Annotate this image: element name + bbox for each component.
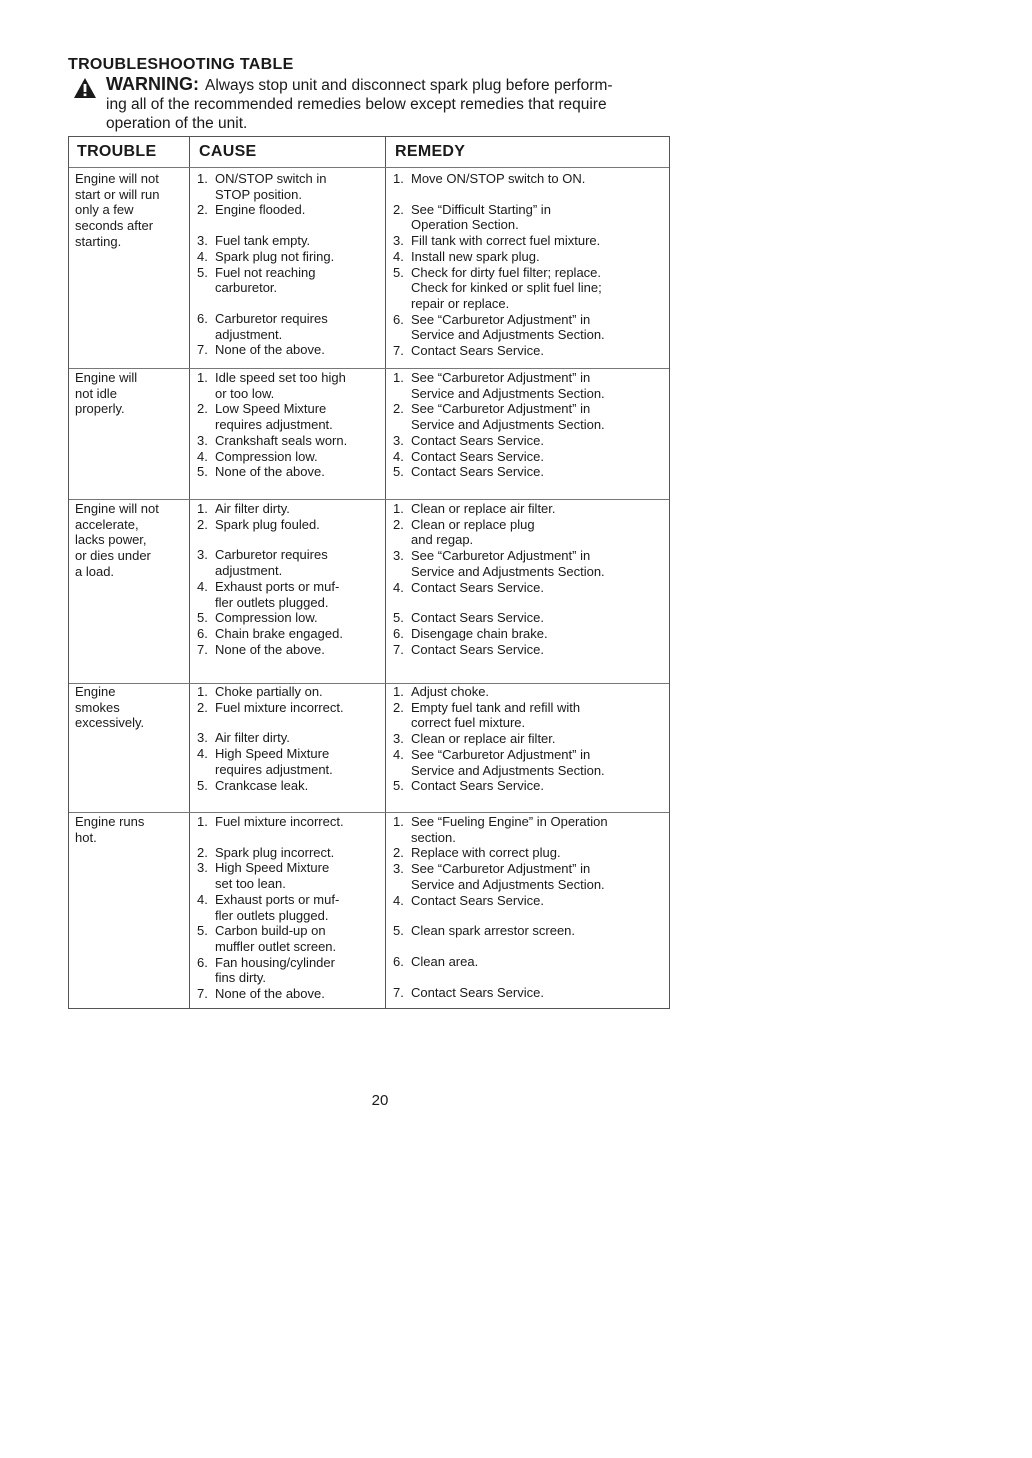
remedy-item-text: See “Carburetor Adjustment” in	[411, 861, 591, 877]
cause-item-text: fler outlets plugged.	[215, 594, 329, 610]
cause-item-number: 3.	[197, 730, 208, 746]
trouble-text-line: seconds after	[75, 218, 154, 234]
trouble-text-line: or dies under	[75, 548, 151, 564]
cause-item-number: 5.	[197, 923, 208, 939]
cause-item-number: 5.	[197, 777, 208, 793]
remedy-item-number: 2.	[393, 845, 404, 861]
cause-item-number: 1.	[197, 684, 208, 699]
remedy-item	[393, 343, 665, 359]
remedy-item	[393, 642, 665, 658]
cause-item-text: None of the above.	[215, 464, 325, 480]
cause-item	[197, 986, 381, 1002]
remedy-item	[393, 171, 665, 187]
remedy-list	[393, 171, 665, 359]
cause-item-text: carburetor.	[215, 280, 278, 296]
cause-item	[197, 814, 381, 830]
cause-item-text: Crankcase leak.	[215, 777, 309, 793]
column-divider	[385, 137, 386, 1008]
remedy-item	[393, 700, 665, 731]
remedy-item-text: See “Carburetor Adjustment” in	[411, 548, 591, 564]
remedy-item-text: Service and Adjustments Section.	[411, 563, 605, 579]
cause-item	[197, 610, 381, 626]
cause-item	[197, 249, 381, 265]
cause-item	[197, 642, 381, 658]
cause-item	[197, 923, 381, 954]
cause-item-text: Carburetor requires	[215, 310, 328, 326]
cause-item-number: 1.	[197, 370, 208, 385]
remedy-item-number: 1.	[393, 684, 404, 699]
cause-item-number: 2.	[197, 699, 208, 715]
cause-item-number: 4.	[197, 578, 208, 594]
cause-item-number: 2.	[197, 202, 208, 218]
remedy-item	[393, 954, 665, 970]
remedy-item-text: Contact Sears Service.	[411, 464, 544, 480]
cause-item-text: Exhaust ports or muf-	[215, 578, 340, 594]
remedy-item	[393, 265, 665, 312]
cause-item-text: adjustment.	[215, 563, 283, 579]
warning-text-line2: ing all of the recommended remedies below except remedies that require	[106, 96, 607, 113]
remedy-item-text: Contact Sears Service.	[411, 610, 544, 626]
troubleshooting-table	[68, 136, 670, 1009]
remedy-item	[393, 610, 665, 626]
remedy-item-text: Contact Sears Service.	[411, 892, 544, 908]
remedy-item-text: Check for dirty fuel filter; replace.	[411, 264, 602, 280]
remedy-item-text: See “Carburetor Adjustment” in	[411, 370, 591, 385]
remedy-item-number: 3.	[393, 548, 404, 564]
cause-item-number: 6.	[197, 310, 208, 326]
remedy-item	[393, 923, 665, 939]
cause-item-text: Spark plug incorrect.	[215, 844, 335, 860]
cause-item-text: None of the above.	[215, 641, 325, 657]
remedy-item-text: Adjust choke.	[411, 684, 490, 699]
remedy-item	[393, 501, 665, 517]
cause-item-number: 5.	[197, 464, 208, 480]
cause-item-text: High Speed Mixture	[215, 860, 330, 876]
cause-list	[197, 684, 381, 793]
remedy-item	[393, 778, 665, 794]
cause-item-text: Compression low.	[215, 448, 318, 464]
remedy-item-text: See “Carburetor Adjustment” in	[411, 311, 591, 327]
page-number: 20	[371, 1092, 389, 1109]
remedy-item	[393, 548, 665, 579]
cause-item-number: 2.	[197, 401, 208, 417]
remedy-item	[393, 580, 665, 596]
remedy-item-text: Clean spark arrestor screen.	[411, 923, 576, 939]
cause-item-text: Spark plug fouled.	[215, 516, 320, 532]
remedy-item-text: Clean or replace plug	[411, 516, 535, 532]
cause-item-number: 1.	[197, 814, 208, 829]
cause-item-text: Engine flooded.	[215, 202, 306, 218]
cause-item	[197, 860, 381, 891]
row-divider	[69, 812, 669, 813]
remedy-item-number: 7.	[393, 984, 404, 1000]
remedy-item	[393, 893, 665, 909]
remedy-item-text: Contact Sears Service.	[411, 579, 544, 595]
header-divider	[69, 167, 669, 168]
row-divider	[69, 368, 669, 369]
warning-label: WARNING:	[106, 74, 199, 94]
cause-item-text: Carbon build-up on	[215, 923, 326, 939]
trouble-text-line: Engine will not	[75, 501, 159, 516]
remedy-list	[393, 501, 665, 657]
cause-item-number: 5.	[197, 264, 208, 280]
cause-item-text: Air filter dirty.	[215, 501, 290, 516]
trouble-text-line: properly.	[75, 401, 125, 417]
remedy-item-text: Install new spark plug.	[411, 248, 540, 264]
cause-item-text: Fuel mixture incorrect.	[215, 699, 344, 715]
cause-item	[197, 311, 381, 342]
remedy-item-number: 3.	[393, 432, 404, 448]
remedy-item-number: 7.	[393, 343, 404, 359]
cause-item-text: None of the above.	[215, 342, 325, 358]
cause-item-text: fler outlets plugged.	[215, 907, 329, 923]
cause-item-number: 4.	[197, 448, 208, 464]
remedy-item-number: 5.	[393, 264, 404, 280]
cause-list	[197, 501, 381, 657]
remedy-item	[393, 731, 665, 747]
cause-item	[197, 845, 381, 861]
remedy-item-text: Disengage chain brake.	[411, 625, 548, 641]
row-divider	[69, 499, 669, 500]
trouble-text-line: smokes	[75, 699, 120, 715]
remedy-item	[393, 626, 665, 642]
remedy-item-text: Service and Adjustments Section.	[411, 385, 605, 401]
cause-item-text: adjustment.	[215, 326, 283, 342]
trouble-cell	[75, 171, 183, 250]
trouble-text-line: excessively.	[75, 715, 145, 731]
remedy-item	[393, 312, 665, 343]
remedy-item-number: 1.	[393, 370, 404, 385]
cause-item-text: STOP position.	[215, 186, 302, 202]
cause-item-text: requires adjustment.	[215, 417, 333, 433]
cause-list	[197, 370, 381, 480]
remedy-item-text: correct fuel mixture.	[411, 715, 526, 731]
remedy-item-text: and regap.	[411, 532, 474, 548]
remedy-item-text: Service and Adjustments Section.	[411, 417, 605, 433]
remedy-item-text: See “Fueling Engine” in Operation	[411, 814, 608, 829]
cause-item	[197, 265, 381, 296]
cause-item-text: or too low.	[215, 385, 275, 401]
remedy-item-text: Service and Adjustments Section.	[411, 762, 605, 778]
trouble-text-line: starting.	[75, 233, 122, 249]
remedy-item-text: Contact Sears Service.	[411, 984, 544, 1000]
remedy-list	[393, 370, 665, 480]
cause-item	[197, 730, 381, 746]
cause-item-text: muffler outlet screen.	[215, 938, 337, 954]
cause-item-text: ON/STOP switch in	[215, 171, 327, 186]
trouble-cell	[75, 814, 183, 845]
remedy-item-number: 1.	[393, 814, 404, 829]
warning-triangle-icon	[73, 77, 97, 99]
remedy-list	[393, 684, 665, 794]
remedy-item-text: Check for kinked or split fuel line;	[411, 280, 602, 296]
remedy-item	[393, 370, 665, 401]
remedy-item	[393, 449, 665, 465]
cause-item-number: 2.	[197, 516, 208, 532]
remedy-item-text: section.	[411, 829, 456, 845]
remedy-item-number: 6.	[393, 953, 404, 969]
cause-item-number: 7.	[197, 641, 208, 657]
cause-item	[197, 746, 381, 777]
remedy-item-number: 2.	[393, 201, 404, 217]
column-divider	[189, 137, 190, 1008]
cause-list	[197, 171, 381, 358]
remedy-item	[393, 845, 665, 861]
remedy-item-text: Clean area.	[411, 953, 479, 969]
cause-item-number: 1.	[197, 501, 208, 516]
warning-notice	[106, 75, 666, 133]
trouble-cell	[75, 684, 183, 731]
remedy-item	[393, 517, 665, 548]
cause-item	[197, 433, 381, 449]
remedy-item-text: Move ON/STOP switch to ON.	[411, 171, 586, 186]
cause-item	[197, 955, 381, 986]
trouble-text-line: accelerate,	[75, 516, 139, 532]
remedy-item-number: 4.	[393, 892, 404, 908]
cause-item-number: 3.	[197, 233, 208, 249]
cause-item-text: fins dirty.	[215, 970, 267, 986]
remedy-item-number: 5.	[393, 610, 404, 626]
remedy-item-number: 5.	[393, 923, 404, 939]
remedy-item	[393, 861, 665, 892]
cause-item-text: Compression low.	[215, 610, 318, 626]
cause-item-number: 4.	[197, 891, 208, 907]
cause-item-number: 1.	[197, 171, 208, 186]
cause-item	[197, 517, 381, 533]
cause-item-text: Air filter dirty.	[215, 730, 290, 746]
remedy-item	[393, 433, 665, 449]
trouble-cell	[75, 501, 183, 580]
remedy-item-text: Service and Adjustments Section.	[411, 327, 605, 343]
cause-item-number: 2.	[197, 844, 208, 860]
trouble-text-line: Engine will not	[75, 171, 159, 186]
cause-item	[197, 233, 381, 249]
cause-item-text: Fan housing/cylinder	[215, 954, 335, 970]
cause-item-text: Exhaust ports or muf-	[215, 891, 340, 907]
remedy-item-text: Contact Sears Service.	[411, 343, 544, 359]
cause-item	[197, 626, 381, 642]
remedy-item	[393, 814, 665, 845]
warning-text-line3: operation of the unit.	[106, 115, 248, 132]
trouble-text-line: start or will run	[75, 186, 160, 202]
remedy-item-number: 2.	[393, 516, 404, 532]
trouble-cell	[75, 370, 183, 417]
remedy-list	[393, 814, 665, 1000]
cause-item-text: None of the above.	[215, 986, 325, 1002]
remedy-item	[393, 233, 665, 249]
remedy-item-text: Fill tank with correct fuel mixture.	[411, 233, 601, 249]
remedy-item-number: 2.	[393, 401, 404, 417]
cause-item-number: 4.	[197, 746, 208, 762]
trouble-text-line: not idle	[75, 385, 117, 401]
remedy-item-text: Replace with correct plug.	[411, 845, 561, 861]
cause-item	[197, 501, 381, 517]
section-title: TROUBLESHOOTING TABLE	[68, 56, 294, 73]
cause-item-number: 3.	[197, 860, 208, 876]
cause-item	[197, 449, 381, 465]
cause-item-number: 3.	[197, 432, 208, 448]
remedy-item-number: 1.	[393, 501, 404, 516]
cause-item-text: requires adjustment.	[215, 761, 333, 777]
remedy-item-number: 3.	[393, 731, 404, 747]
cause-item-text: Chain brake engaged.	[215, 625, 343, 641]
remedy-item-text: Contact Sears Service.	[411, 448, 544, 464]
trouble-text-line: lacks power,	[75, 532, 147, 548]
remedy-item-text: See “Carburetor Adjustment” in	[411, 746, 591, 762]
remedy-item-text: Service and Adjustments Section.	[411, 876, 605, 892]
remedy-item	[393, 747, 665, 778]
remedy-item-number: 6.	[393, 625, 404, 641]
remedy-item-number: 4.	[393, 448, 404, 464]
cause-item-text: set too lean.	[215, 876, 286, 892]
trouble-text-line: only a few	[75, 202, 134, 218]
remedy-item	[393, 684, 665, 700]
cause-item-number: 7.	[197, 986, 208, 1002]
cause-item-text: Choke partially on.	[215, 684, 323, 699]
cause-list	[197, 814, 381, 1002]
trouble-text-line: hot.	[75, 829, 97, 845]
cause-item	[197, 778, 381, 794]
trouble-text-line: Engine	[75, 684, 116, 699]
header-cause: CAUSE	[199, 143, 257, 160]
remedy-item-number: 4.	[393, 746, 404, 762]
cause-item	[197, 342, 381, 358]
cause-item-text: Idle speed set too high	[215, 370, 346, 385]
remedy-item-number: 5.	[393, 778, 404, 794]
remedy-item-number: 2.	[393, 699, 404, 715]
header-remedy: REMEDY	[395, 143, 466, 160]
remedy-item-text: Contact Sears Service.	[411, 778, 544, 794]
cause-item	[197, 464, 381, 480]
remedy-item-number: 4.	[393, 248, 404, 264]
cause-item-number: 5.	[197, 610, 208, 626]
remedy-item	[393, 464, 665, 480]
trouble-text-line: Engine runs	[75, 814, 145, 829]
cause-item	[197, 401, 381, 432]
cause-item-text: High Speed Mixture	[215, 746, 330, 762]
cause-item-text: Spark plug not firing.	[215, 248, 335, 264]
cause-item-text: Fuel mixture incorrect.	[215, 814, 344, 829]
remedy-item-text: Clean or replace air filter.	[411, 501, 556, 516]
remedy-item-number: 3.	[393, 233, 404, 249]
trouble-text-line: a load.	[75, 563, 115, 579]
remedy-item-number: 3.	[393, 861, 404, 877]
remedy-item-number: 6.	[393, 311, 404, 327]
cause-item-text: Fuel not reaching	[215, 264, 316, 280]
cause-item	[197, 547, 381, 578]
cause-item-text: Fuel tank empty.	[215, 233, 311, 249]
warning-text-line1: Always stop unit and disconnect spark plug before perform-	[205, 77, 613, 94]
trouble-text-line: Engine will	[75, 370, 138, 385]
cause-item-text: Carburetor requires	[215, 547, 328, 563]
cause-item-number: 6.	[197, 954, 208, 970]
cause-item	[197, 370, 381, 401]
remedy-item-text: Empty fuel tank and refill with	[411, 699, 581, 715]
remedy-item-number: 4.	[393, 579, 404, 595]
cause-item	[197, 171, 381, 202]
cause-item	[197, 579, 381, 610]
remedy-item-text: Contact Sears Service.	[411, 432, 544, 448]
remedy-item-text: Operation Section.	[411, 217, 519, 233]
remedy-item	[393, 249, 665, 265]
cause-item	[197, 892, 381, 923]
cause-item-text: Low Speed Mixture	[215, 401, 327, 417]
cause-item	[197, 684, 381, 700]
header-trouble: TROUBLE	[77, 143, 157, 160]
cause-item-number: 6.	[197, 625, 208, 641]
remedy-item-text: See “Carburetor Adjustment” in	[411, 401, 591, 417]
remedy-item-text: Clean or replace air filter.	[411, 731, 556, 747]
remedy-item-text: See “Difficult Starting” in	[411, 201, 551, 217]
remedy-item-text: Contact Sears Service.	[411, 641, 544, 657]
cause-item	[197, 700, 381, 716]
remedy-item	[393, 202, 665, 233]
cause-item-number: 3.	[197, 547, 208, 563]
remedy-item-number: 5.	[393, 464, 404, 480]
cause-item-text: Crankshaft seals worn.	[215, 432, 348, 448]
cause-item-number: 7.	[197, 342, 208, 358]
cause-item	[197, 202, 381, 218]
remedy-item-number: 7.	[393, 641, 404, 657]
remedy-item-text: repair or replace.	[411, 295, 510, 311]
remedy-item	[393, 401, 665, 432]
remedy-item-number: 1.	[393, 171, 404, 186]
cause-item-number: 4.	[197, 248, 208, 264]
remedy-item	[393, 985, 665, 1001]
